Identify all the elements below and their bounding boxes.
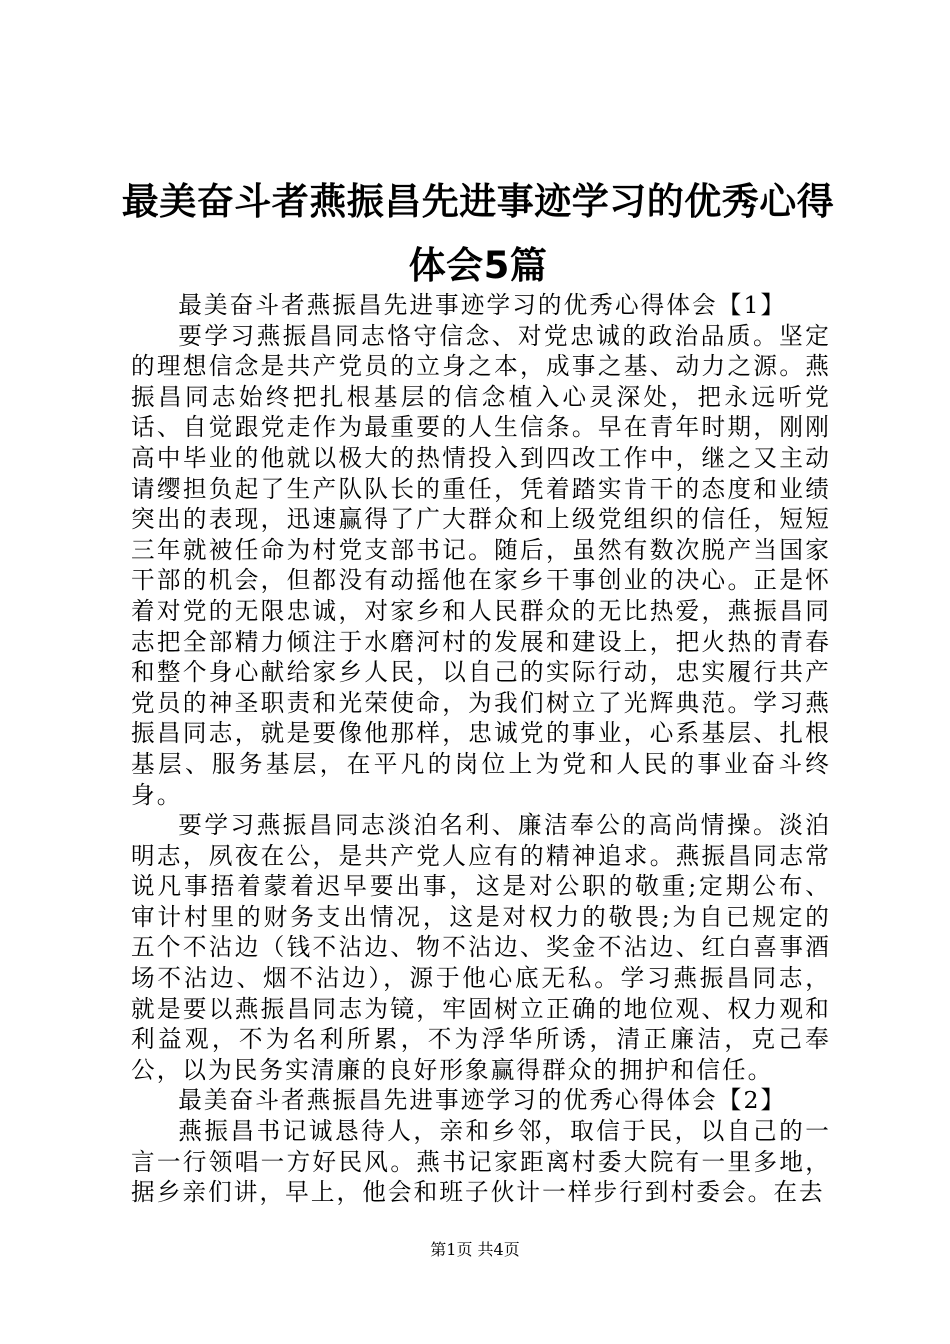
- document-body: [131, 290, 831, 1208]
- section-heading-1: 最美奋斗者燕振昌先进事迹学习的优秀心得体会【1】: [178, 291, 787, 319]
- body-paragraph: 要学习燕振昌同志恪守信念、对党忠诚的政治品质。坚定的理想信念是共产党员的立身之本，成事之基、动力之源。燕振昌同志始终把扎根基层的信念植入心灵深处，把永远听党话、自觉跟党走作为最重要的人生信条。早在青年时期，刚刚高中毕业的他就以极大的热情投入到四改工作中，继之又主动请缨担负起了生产队队长的重任，凭着踏实肯干的态度和业绩突出的表现，迅速赢得了广大群众和上级党组织的信任，短短三年就被任命为村党支部书记。随后，虽然有数次脱产当国家干部的机会，但都没有动摇他在家乡干事创业的决心。正是怀着对党的无限忠诚，对家乡和人民群众的无比热爱，燕振昌同志把全部精力倾注于水磨河村的发展和建设上，把火热的青春和整个身心献给家乡人民，以自己的实际行动，忠实履行共产党员的神圣职责和光荣使命，为我们树立了光辉典范。学习燕振昌同志，就是要像他那样，忠诚党的事业，心系基层、扎根基层、服务基层，在平凡的岗位上为党和人民的事业奋斗终身。: [131, 321, 831, 809]
- section-heading-2: 最美奋斗者燕振昌先进事迹学习的优秀心得体会【2】: [178, 1086, 787, 1115]
- page-number-footer: 第1页 共4页: [430, 1240, 520, 1259]
- document-title: 最美奋斗者燕振昌先进事迹学习的优秀心得体会5篇: [121, 180, 835, 287]
- body-paragraph: 燕振昌书记诚恳待人，亲和乡邻，取信于民，以自己的一言一行领唱一方好民风。燕书记家距离村委大院有一里多地，据乡亲们讲，早上，他会和班子伙计一样步行到村委会。在去: [131, 1117, 831, 1207]
- body-paragraph: 要学习燕振昌同志淡泊名利、廉洁奉公的高尚情操。淡泊明志，夙夜在公，是共产党人应有的精神追求。燕振昌同志常说凡事捂着蒙着迟早要出事，这是对公职的敬重;定期公布、审计村里的财务支出情况，这是对权力的敬畏;为自已规定的五个不沾边（钱不沾边、物不沾边、奖金不沾边、红白喜事酒场不沾边、烟不沾边），源于他心底无私。学习燕振昌同志，就是要以燕振昌同志为镜，牢固树立正确的地位观、权力观和利益观，不为名利所累，不为浮华所诱，清正廉洁，克己奉公，以为民务实清廉的良好形象赢得群众的拥护和信任。: [131, 811, 831, 1084]
